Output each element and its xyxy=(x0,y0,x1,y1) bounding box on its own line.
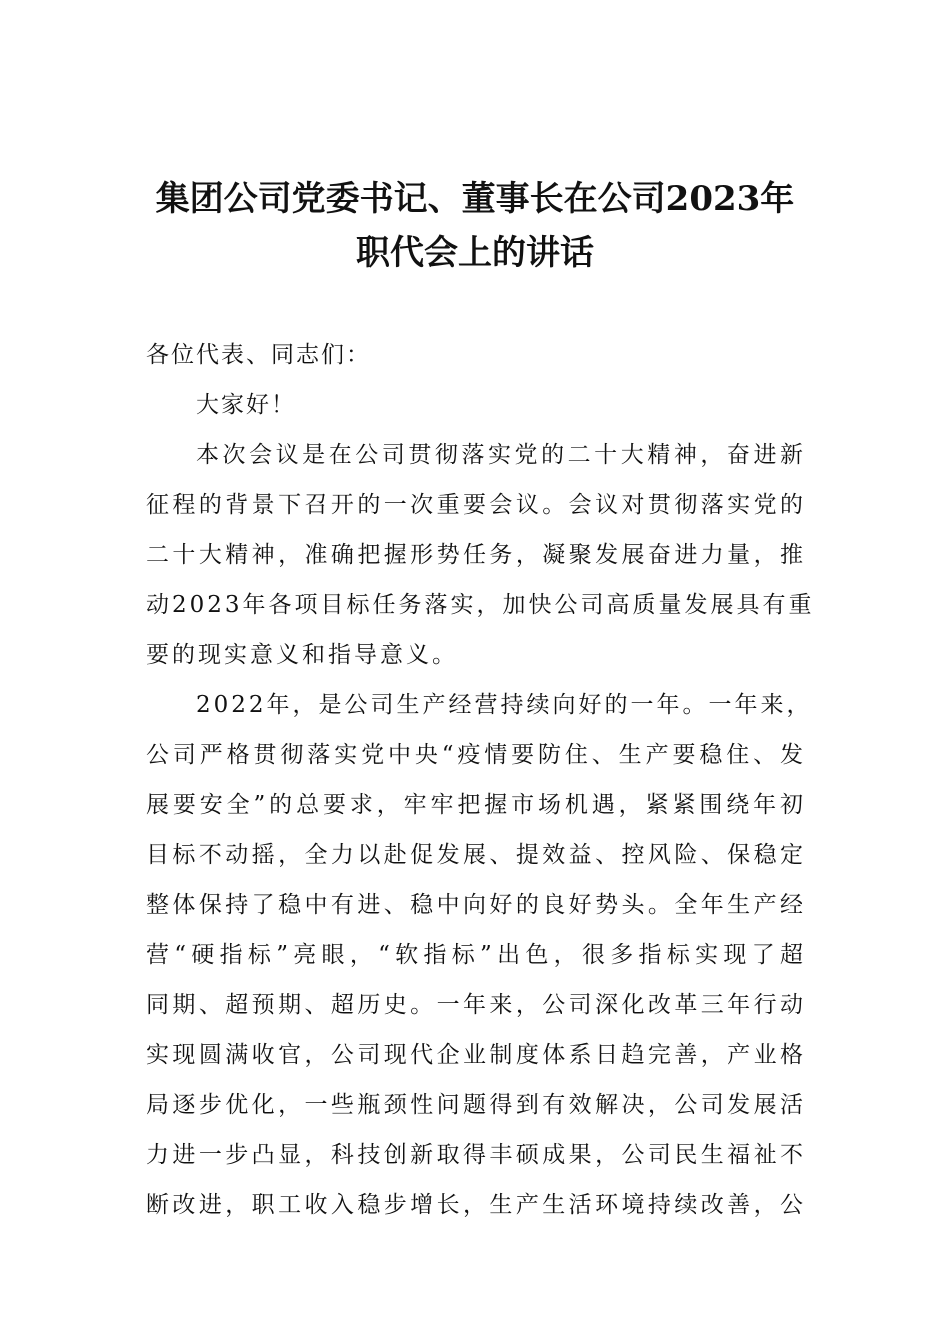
paragraph-line: 动2023年各项目标任务落实，加快公司高质量发展具有重 xyxy=(146,592,815,618)
document-body xyxy=(146,330,815,1230)
salutation-text: 各位代表、同志们： xyxy=(146,342,371,368)
paragraph-line: 同期、超预期、超历史。一年来，公司深化改革三年行动 xyxy=(146,992,806,1018)
salutation xyxy=(146,330,806,380)
paragraph-line: 征程的背景下召开的一次重要会议。会议对贯彻落实党的 xyxy=(146,492,806,518)
greeting xyxy=(146,380,806,430)
title-line-1: 集团公司党委书记、董事长在公司2023年 xyxy=(155,179,795,219)
title-line-2: 职代会上的讲话 xyxy=(356,233,594,273)
paragraph-line: 断改进，职工收入稳步增长，生产生活环境持续改善，公 xyxy=(146,1192,806,1218)
paragraph-line: 实现圆满收官，公司现代企业制度体系日趋完善，产业格 xyxy=(146,1042,806,1068)
paragraph-1 xyxy=(146,430,815,680)
paragraph-line: 局逐步优化，一些瓶颈性问题得到有效解决，公司发展活 xyxy=(146,1092,806,1118)
document-title xyxy=(140,172,810,280)
paragraph-line: 目标不动摇，全力以赴促发展、提效益、控风险、保稳定 xyxy=(146,842,806,868)
paragraph-line: 2022年，是公司生产经营持续向好的一年。一年来， xyxy=(196,692,813,718)
paragraph-line: 公司严格贯彻落实党中央“疫情要防住、生产要稳住、发 xyxy=(146,742,806,768)
greeting-text: 大家好！ xyxy=(196,392,296,418)
paragraph-line: 二十大精神，准确把握形势任务，凝聚发展奋进力量，推 xyxy=(146,542,806,568)
paragraph-line: 营“硬指标”亮眼，“软指标”出色，很多指标实现了超 xyxy=(146,942,806,968)
paragraph-2 xyxy=(146,680,813,1230)
paragraph-line: 展要安全”的总要求，牢牢把握市场机遇，紧紧围绕年初 xyxy=(146,792,806,818)
paragraph-line: 本次会议是在公司贯彻落实党的二十大精神，奋进新 xyxy=(196,442,806,468)
paragraph-line: 整体保持了稳中有进、稳中向好的良好势头。全年生产经 xyxy=(146,892,806,918)
paragraph-line: 要的现实意义和指导意义。 xyxy=(146,642,458,668)
paragraph-line: 力进一步凸显，科技创新取得丰硕成果，公司民生福祉不 xyxy=(146,1142,806,1168)
